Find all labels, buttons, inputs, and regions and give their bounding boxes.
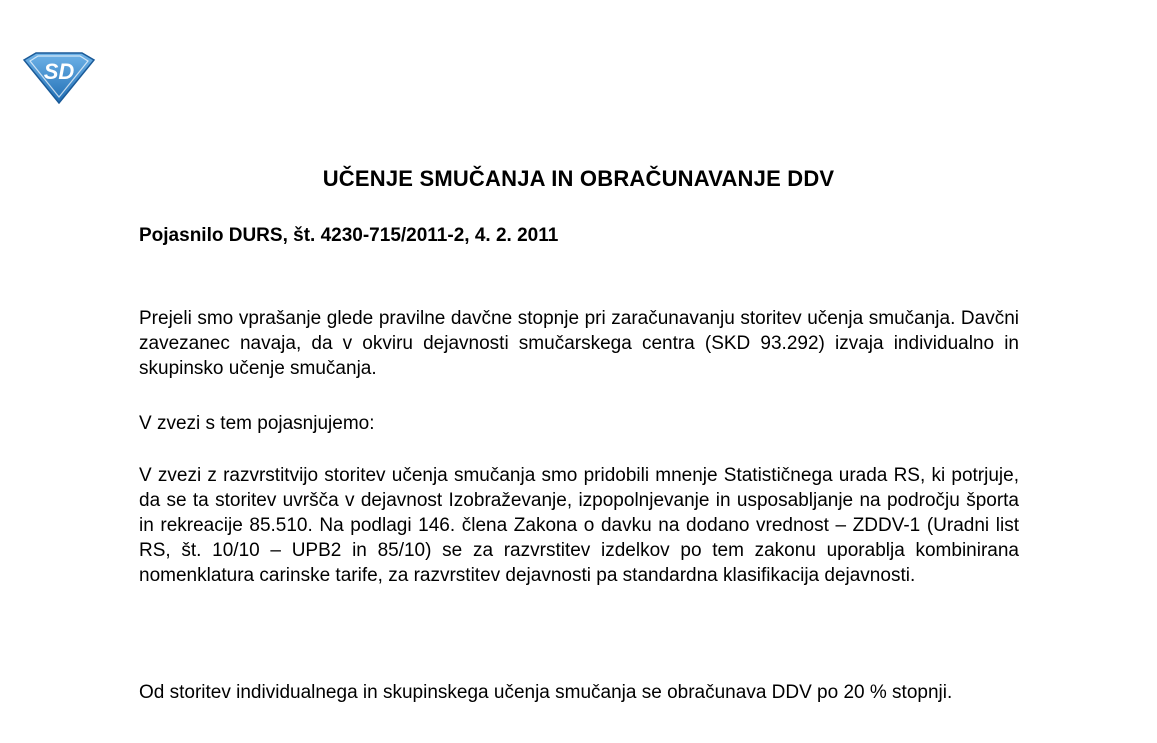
logo-text: SD [43,59,75,84]
paragraph-conclusion: Od storitev individualnega in skupinskega učenja smučanja se obračunava DDV po 20 % stopnji. [139,682,953,703]
company-logo [22,52,96,104]
document-title: UČENJE SMUČANJA IN OBRAČUNAVANJE DDV [322,166,835,191]
paragraph-intro: V zvezi s tem pojasnjujemo: [139,413,375,434]
paragraph-question: Prejeli smo vprašanje glede pravilne davčne stopnje pri zaračunavanju storitev učenja smučanja. Davčni zavezanec navaja, da v okviru dejavnosti smučarskega centra (SKD 93.292) izvaja individualno in skupinsko učenje smučanja. [139,308,1019,379]
paragraph-explanation: V zvezi z razvrstitvijo storitev učenja smučanja smo pridobili mnenje Statističnega urada RS, ki potrjuje, da se ta storitev uvršča v dejavnost Izobraževanje, izpopolnjevanje in usposabljanje na področju športa in rekreacije 85.510. Na podlagi 146. člena Zakona o davku na dodano vrednost – ZDDV-1 (Uradni list RS, št. 10/10 – UPB2 in 85/10) se za razvrstitev izdelkov po tem zakonu uporablja kombinirana nomenklatura carinske tarife, za razvrstitev dejavnosti pa standardna klasifikacija dejavnosti. [139,465,1019,586]
document-subtitle: Pojasnilo DURS, št. 4230-715/2011-2, 4. 2. 2011 [139,225,559,246]
